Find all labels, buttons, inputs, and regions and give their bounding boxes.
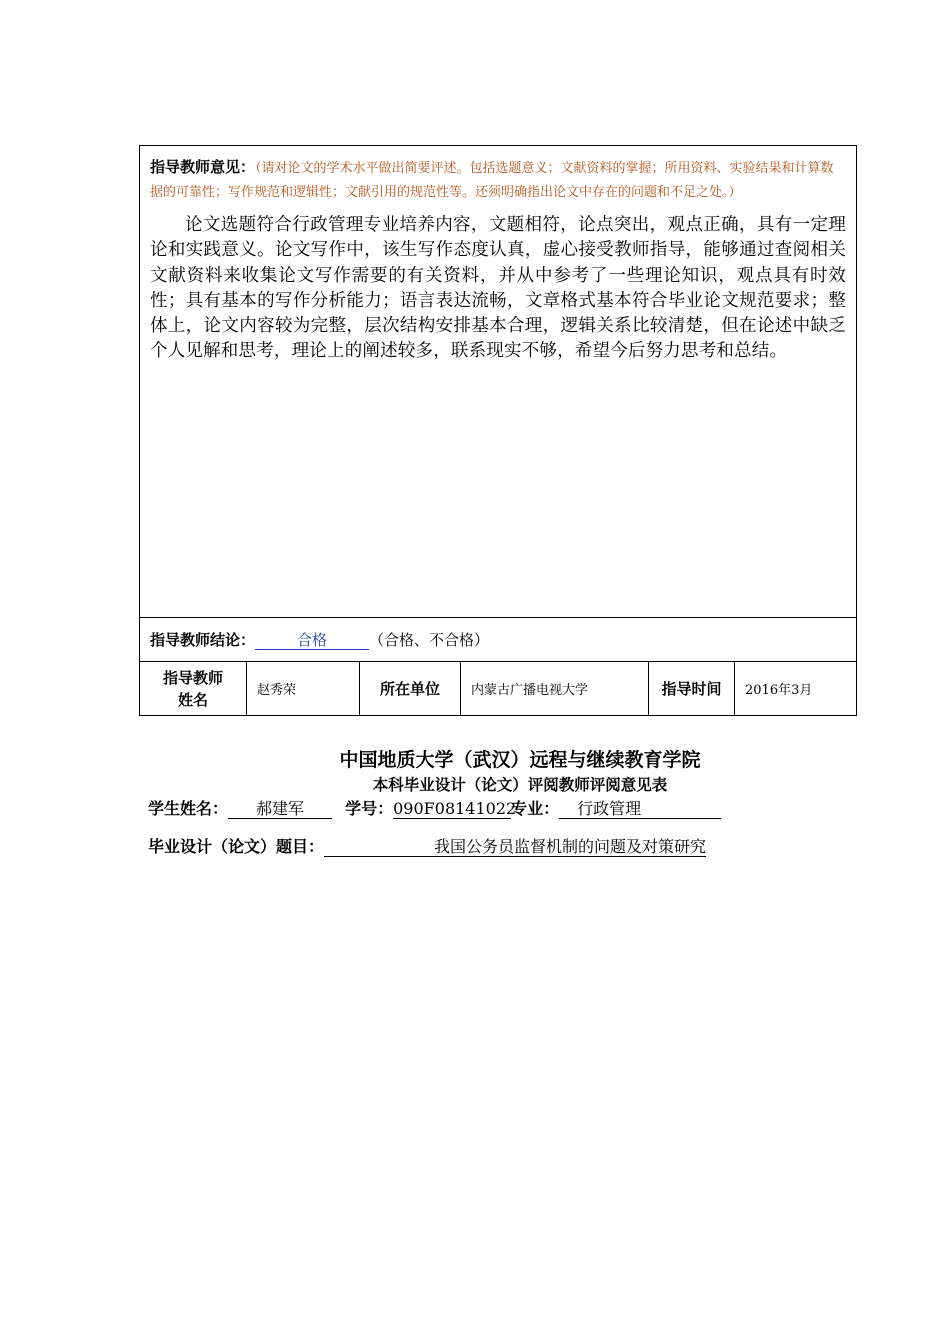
student-id-label: 学号： [345, 799, 394, 818]
advisor-opinion-label: 指导教师意见： [150, 158, 256, 176]
document-subtitle: 本科毕业设计（论文）评阅教师评阅意见表 [372, 776, 668, 794]
advisor-time-value: 2016年3月 [735, 662, 857, 716]
advisor-time-header: 指导时间 [649, 662, 735, 716]
advisor-conclusion-label: 指导教师结论： [150, 631, 256, 649]
advisor-unit-header: 所在单位 [360, 662, 461, 716]
student-id-value: 090F08141022 [393, 799, 517, 818]
review-form [139, 145, 856, 716]
advisor-unit-value: 内蒙古广播电视大学 [461, 662, 649, 716]
student-info-line [148, 796, 721, 819]
thesis-title-line [148, 834, 706, 857]
advisor-name-header: 指导教师姓名 [140, 662, 247, 716]
document-title: 中国地质大学（武汉）远程与继续教育学院 [339, 749, 701, 771]
opinion-table [139, 145, 857, 716]
advisor-name-value: 赵秀荣 [247, 662, 360, 716]
advisor-opinion-text: 论文选题符合行政管理专业培养内容，文题相符，论点突出，观点正确，具有一定理论和实践意义。论文写作中，该生写作态度认真，虚心接受教师指导，能够通过查阅相关文献资料来收集论文写作需要的有关资料，并从中参考了一些理论知识，观点具有时效性；具有基本的写作分析能力；语言表达流畅，文章格式基本符合毕业论文规范要求；整体上，论文内容较为完整，层次结构安排基本合理，逻辑关系比较清楚，但在论述中缺乏个人见解和思考，理论上的阐述较多，联系现实不够，希望今后努力思考和总结。 [150, 215, 847, 362]
advisor-opinion-cell [140, 146, 857, 618]
advisor-conclusion-cell [140, 618, 857, 662]
major-value: 行政管理 [559, 800, 721, 819]
student-name-value: 郝建军 [228, 800, 332, 819]
thesis-title-value: 我国公务员监督机制的问题及对策研究 [324, 838, 706, 857]
advisor-opinion-instruction: （请对论文的学术水平做出简要评述。包括选题意义；文献资料的掌握；所用资料、实验结果和计算数据的可靠性；写作规范和逻辑性；文献引用的规范性等。还须明确指出论文中存在的问题和不足之处。） [150, 161, 834, 200]
advisor-opinion-header [140, 146, 856, 205]
student-name-label: 学生姓名： [148, 799, 229, 818]
advisor-conclusion-value: 合格 [255, 631, 369, 650]
advisor-conclusion-options: （合格、不合格） [369, 631, 490, 649]
major-label: 专业： [511, 799, 560, 818]
thesis-title-label: 毕业设计（论文）题目： [148, 837, 325, 856]
